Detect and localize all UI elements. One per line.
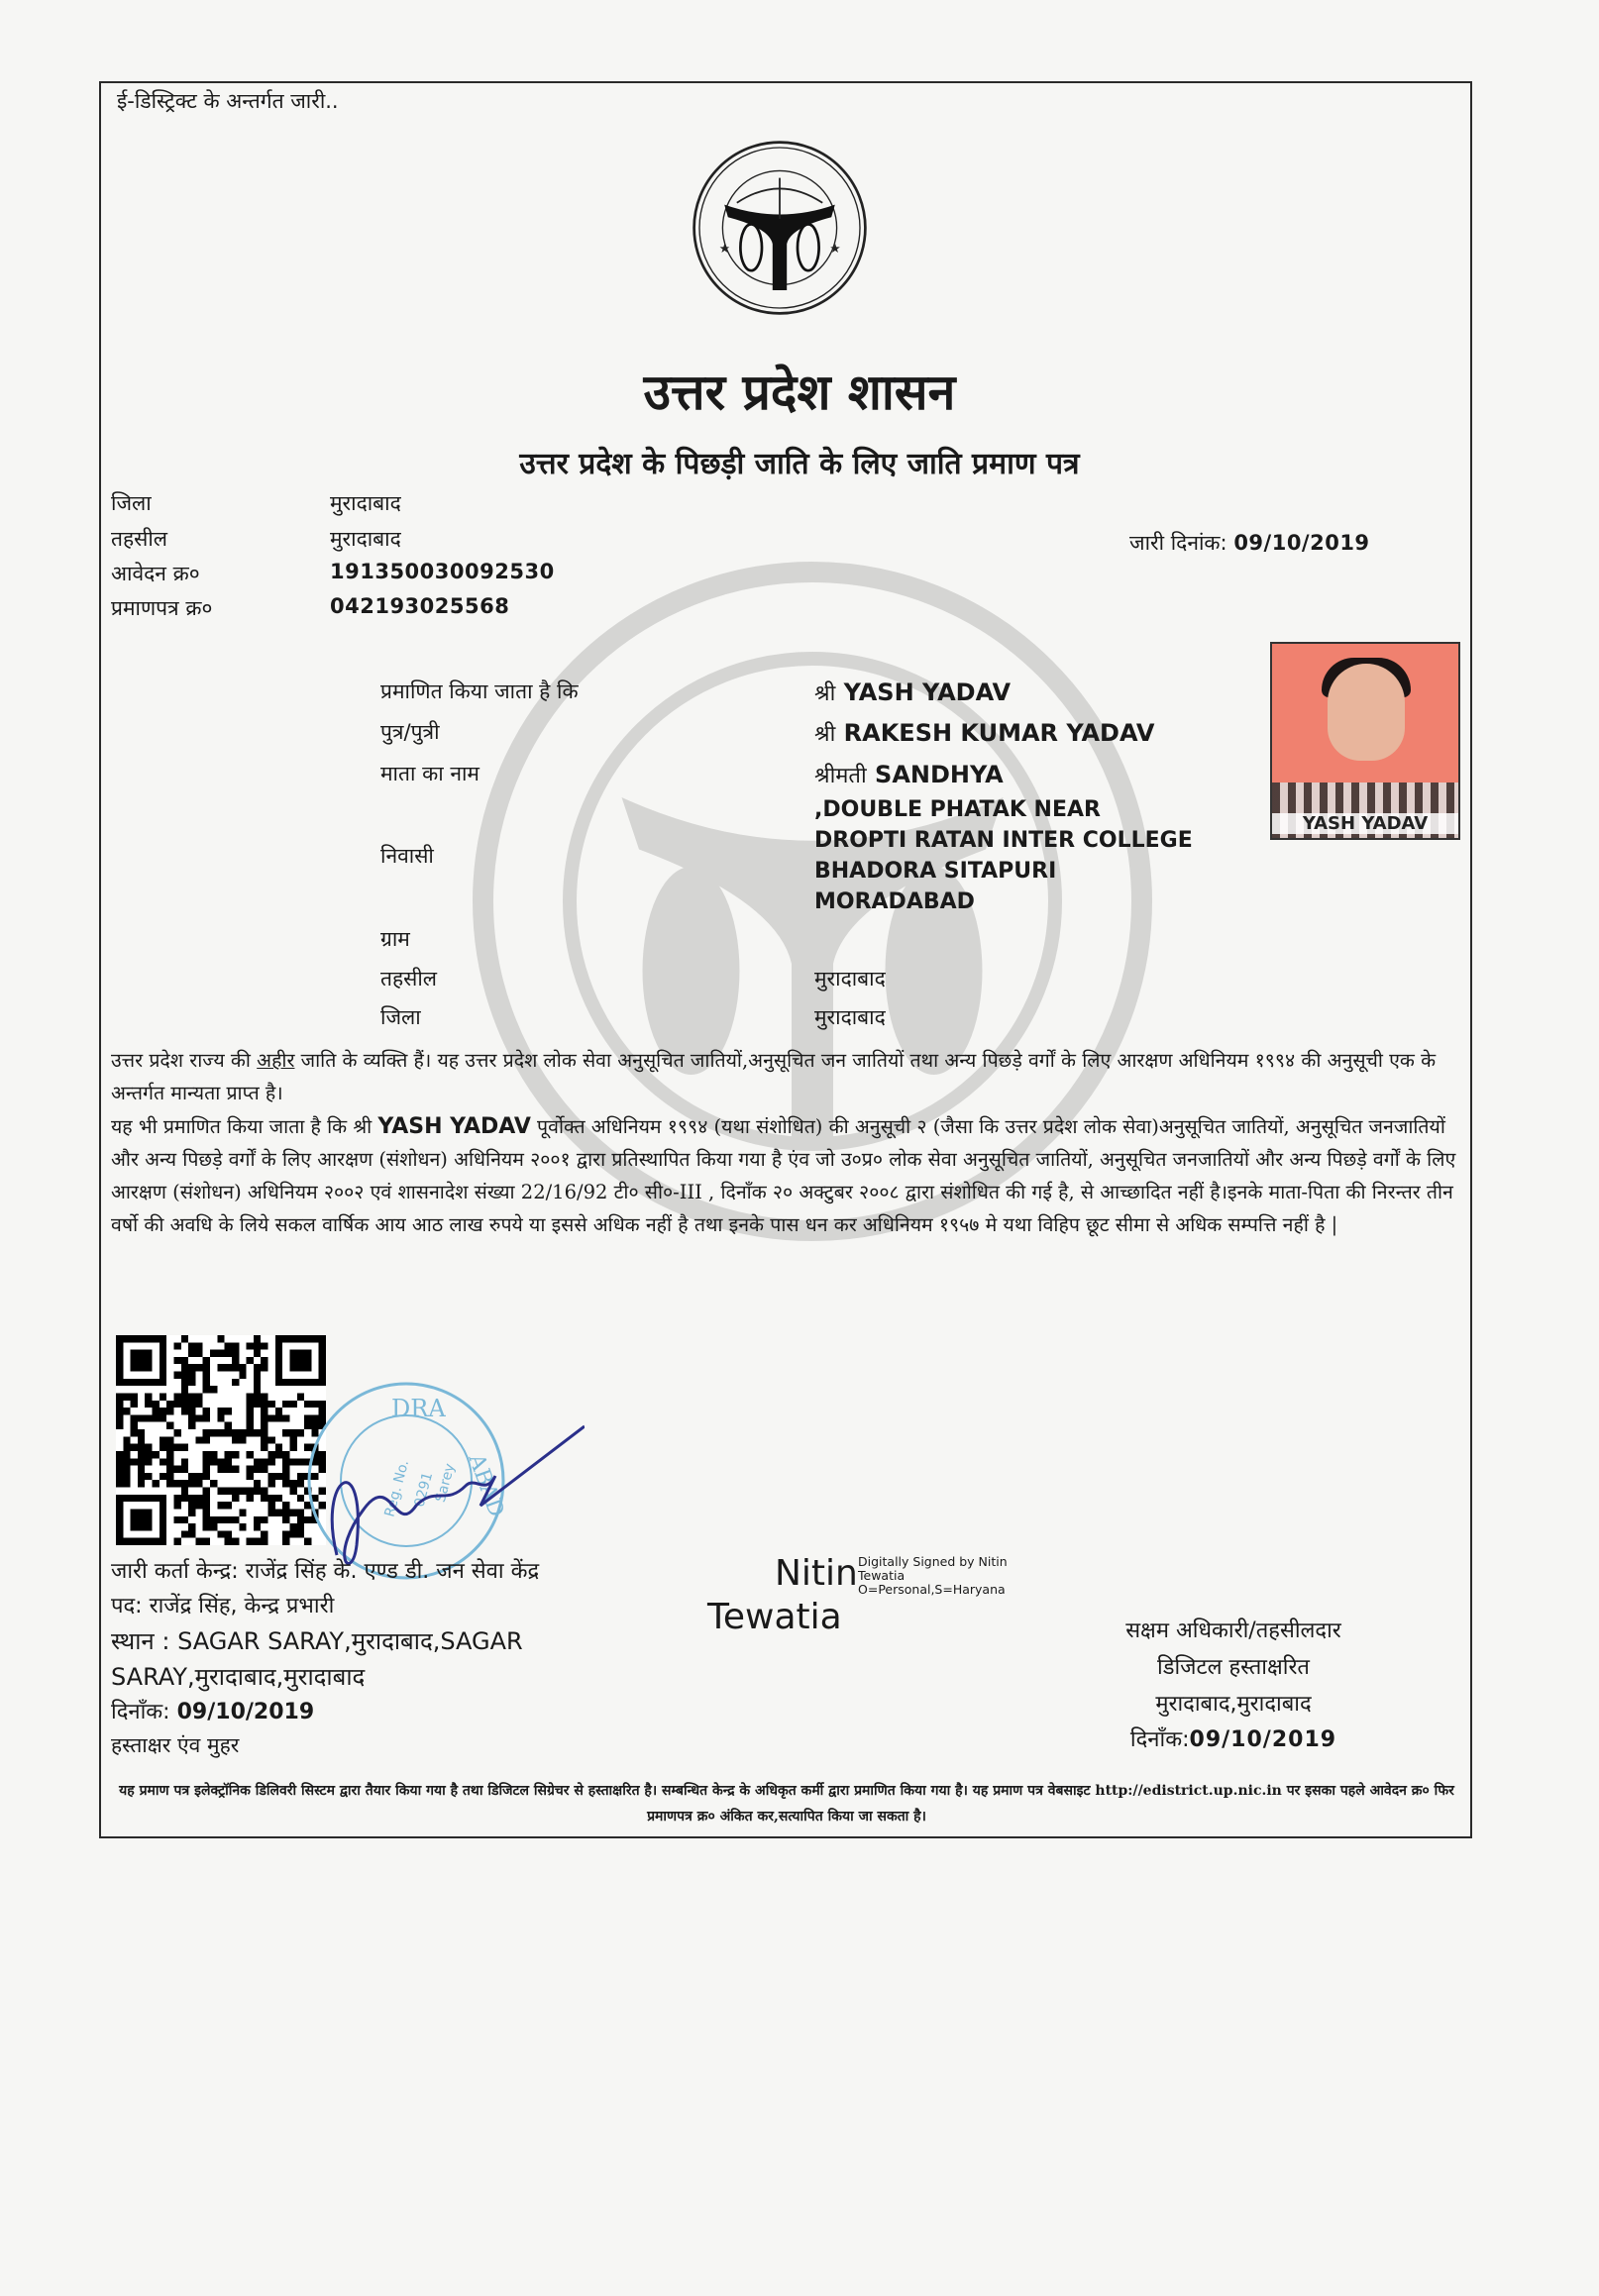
tehsil-value: मुरादाबाद <box>330 527 401 551</box>
qr-code-icon <box>116 1335 326 1545</box>
district-label-2: जिला <box>380 1005 421 1029</box>
applicant-name-inline: YASH YADAV <box>377 1114 531 1139</box>
tehsil-value-2: मुरादाबाद <box>814 967 886 991</box>
up-government-emblem-icon <box>691 139 869 317</box>
issued-under-e-district: ई-डिस्ट्रिक्ट के अन्तर्गत जारी.. <box>117 89 339 113</box>
issuer-date: दिनाँक: 09/10/2019 <box>111 1700 315 1724</box>
issue-date-label: जारी दिनांक: <box>1129 531 1227 555</box>
certified-label: प्रमाणित किया जाता है कि <box>380 679 579 703</box>
issuer-date-value: 09/10/2019 <box>176 1700 315 1724</box>
village-label: ग्राम <box>380 927 410 951</box>
parent-label: पुत्र/पुत्री <box>380 720 440 744</box>
stamp-line: Reg. No. <box>381 1458 413 1519</box>
address-line: ,DOUBLE PHATAK NEAR <box>814 797 1101 822</box>
document-title: उत्तर प्रदेश शासन <box>643 363 956 421</box>
photo-caption: YASH YADAV <box>1272 813 1458 834</box>
digital-signer-first-name: Nitin <box>775 1553 858 1594</box>
district-label: जिला <box>111 491 152 515</box>
address-line: BHADORA SITAPURI <box>814 859 1057 884</box>
stamp-text-right: ABAD <box>463 1450 509 1520</box>
issuer-place-line2: SARAY,मुरादाबाद,मुरादाबाद <box>111 1663 366 1691</box>
district-value-2: मुरादाबाद <box>814 1005 886 1029</box>
certified-name: श्री YASH YADAV <box>814 678 1012 706</box>
authority-digitally-signed: डिजिटल हस्ताक्षरित <box>1157 1655 1310 1680</box>
certificate-number-label: प्रमाणपत्र क्र० <box>111 596 213 620</box>
digital-signer-last-name: Tewatia <box>707 1597 842 1637</box>
issue-date-value: 09/10/2019 <box>1233 531 1370 555</box>
authority-location: मुरादाबाद,मुरादाबाद <box>1155 1692 1312 1717</box>
issuing-center: जारी कर्ता केन्द्र: राजेंद्र सिंह के. एण्ड डी. जन सेवा केंद्र <box>111 1559 540 1584</box>
stamp-line: 0291 <box>411 1470 437 1510</box>
mother-name: श्रीमती SANDHYA <box>814 761 1004 788</box>
creamy-layer-statement: यह भी प्रमाणित किया जाता है कि श्री YASH YADAV पूर्वोक्त अधिनियम १९९४ (यथा संशोधित) की अनुसूची २ (जैसा कि उत्तर प्रदेश लोक सेवा)अनुसूचित जातियों, अनुसूचित जनजातियों और अन्य पिछड़े वर्गों के लिए आरक्षण (संशोधन) अधिनियम २००१ द्वारा प्रतिस्थापित किया गया है एंव जो उ०प्र० लोक सेवा अनुसूचित जातियों, अनुसूचित जनजातियों और अन्य पिछड़े वर्गों के लिए आरक्षण (संशोधन) अधिनियम २००२ एवं शासनादेश संख्या 22/16/92 टी० सी०-III , दिनाँक २० अक्टुबर २००८ द्वारा संशोधित की गई है, से आच्छादित नहीं है।इनके माता-पिता की निरन्तर तीन वर्षो की अवधि के लिये सकल वार्षिक आय आठ लाख रुपये या इससे अधिक नहीं है तथा इनके पास धन कर अधिनियम १९५७ मे यथा विहिप छूट सीमा से अधिक सम्पत्ति नहीं है | <box>111 1114 1456 1236</box>
edistrict-url[interactable]: http://edistrict.up.nic.in <box>1095 1783 1282 1799</box>
applicant-photo <box>1270 642 1460 840</box>
document-subtitle: उत्तर प्रदेश के पिछड़ी जाति के लिए जाति प्रमाण पत्र <box>519 447 1080 481</box>
digital-signature-details: Digitally Signed by Nitin Tewatia O=Personal,S=Haryana <box>858 1554 1008 1597</box>
photo-face <box>1328 664 1405 761</box>
svg-text:★: ★ <box>829 241 841 257</box>
authority-title: सक्षम अधिकारी/तहसीलदार <box>1125 1618 1341 1643</box>
tehsil-label: तहसील <box>111 527 167 551</box>
resident-label: निवासी <box>380 844 434 868</box>
issuer-post: पद: राजेंद्र सिंह, केन्द्र प्रभारी <box>111 1594 335 1618</box>
caste-name: अहीर <box>257 1049 295 1072</box>
mother-name-value: SANDHYA <box>875 761 1004 788</box>
address-line: DROPTI RATAN INTER COLLEGE <box>814 828 1193 853</box>
authority-date-value: 09/10/2019 <box>1189 1727 1337 1752</box>
certificate-number-value: 042193025568 <box>330 594 510 618</box>
father-name: RAKESH KUMAR YADAV <box>843 719 1155 747</box>
handwritten-signature <box>332 1426 585 1564</box>
application-number-value: 191350030092530 <box>330 560 555 583</box>
mother-label: माता का नाम <box>380 762 480 785</box>
tehsil-label-2: तहसील <box>380 967 437 991</box>
signature-and-seal-label: हस्ताक्षर एंव मुहर <box>111 1733 240 1757</box>
address-line: MORADABAD <box>814 889 975 914</box>
application-number-label: आवेदन क्र० <box>111 562 200 585</box>
issuer-place-line1: स्थान : SAGAR SARAY,मुरादाबाद,SAGAR <box>111 1627 523 1655</box>
issue-date <box>1129 529 1370 557</box>
district-value: मुरादाबाद <box>330 491 401 515</box>
stamp-line: Sarey <box>432 1461 459 1505</box>
svg-text:★: ★ <box>718 241 731 257</box>
parent-name: श्री RAKESH KUMAR YADAV <box>814 719 1155 747</box>
caste-statement: उत्तर प्रदेश राज्य की अहीर जाति के व्यक्ति हैं। यह उत्तर प्रदेश लोक सेवा अनुसूचित जातियों,अनुसूचित जन जातियों तथा अन्य पिछड़े वर्गों के लिए आरक्षण अधिनियम १९९४ की अनुसूची एक के अन्तर्गत मान्यता प्राप्त है। <box>111 1049 1437 1104</box>
applicant-name: YASH YADAV <box>843 678 1012 706</box>
authority-date: दिनाँक:09/10/2019 <box>1129 1727 1337 1752</box>
verification-footer-note: यह प्रमाण पत्र इलेक्ट्रॉनिक डिलिवरी सिस्टम द्वारा तैयार किया गया है तथा डिजिटल सिग्रेचर से हस्ताक्षरित है। सम्बन्धित केन्द्र के अधिकृत कर्मी द्वारा प्रमाणित किया गया है। यह प्रमाण पत्र वेबसाइट http://edistrict.up.nic.in पर इसका पहले आवेदन क्र० फिर प्रमाणपत्र क्र० अंकित कर,सत्यापित किया जा सकता है। <box>119 1783 1454 1825</box>
stamp-text-top: DRA <box>391 1395 446 1422</box>
